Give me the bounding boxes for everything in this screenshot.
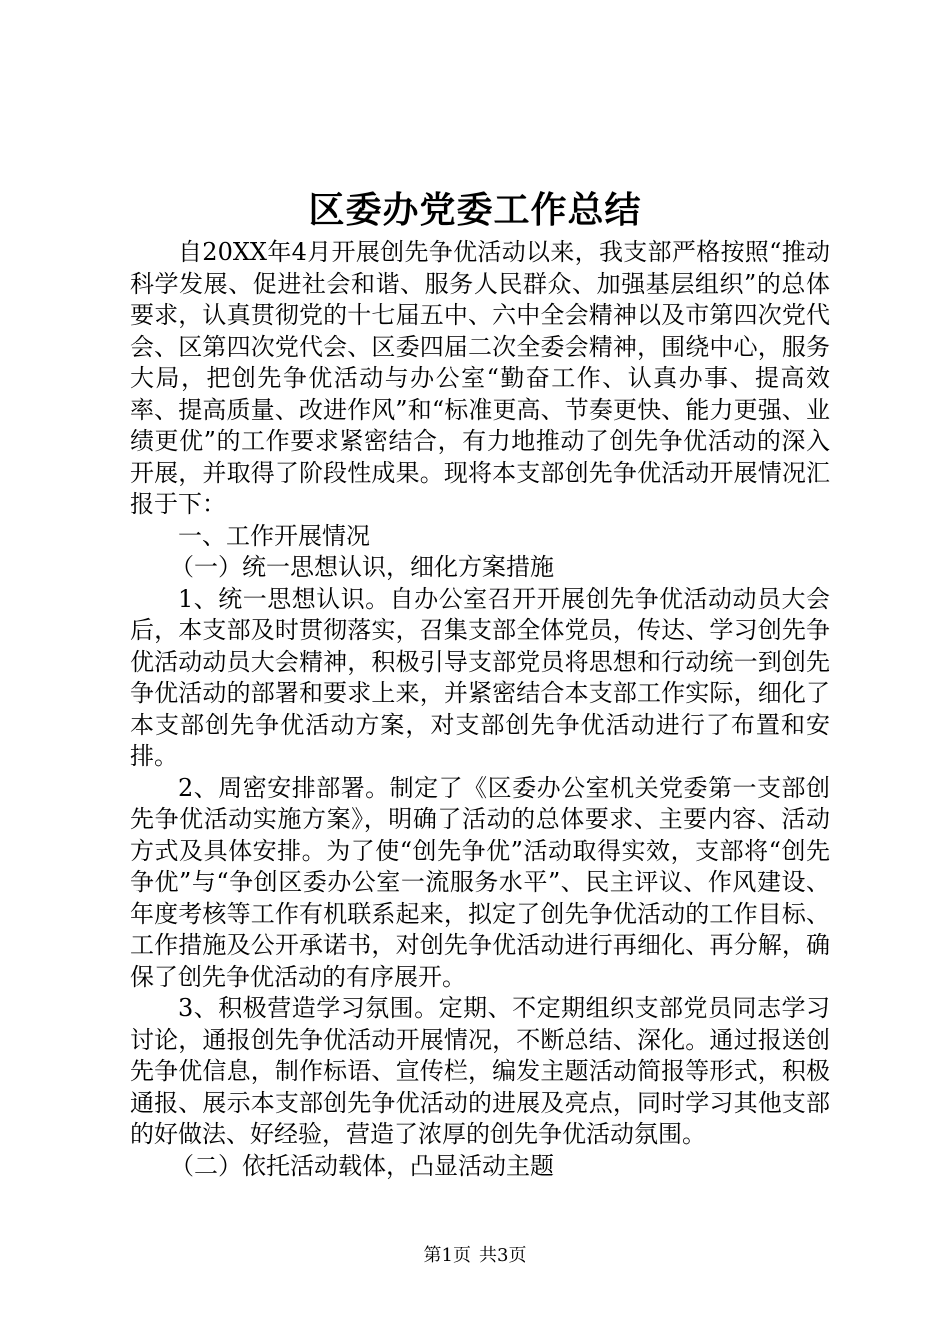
paragraph-intro: 自20XX年4月开展创先争优活动以来，我支部严格按照“推动科学发展、促进社会和谐、服务人民群众、加强基层组织”的总体要求，认真贯彻党的十七届五中、六中全会精神以及市第四次党代会、区第四次党代会、区委四届二次全委会精神，围绕中心，服务大局，把创先争优活动与办公室“勤奋工作、认真办事、提高效率、提高质量、改进作风”和“标准更高、节奏更快、能力更强、业绩更优”的工作要求紧密结合，有力地推动了创先争优活动的深入开展，并取得了阶段性成果。现将本支部创先争优活动开展情况汇报于下： bbox=[130, 238, 830, 518]
page-footer bbox=[0, 1244, 950, 1268]
page-number: 第1页 bbox=[423, 1245, 471, 1266]
page-title: 区委办党委工作总结 bbox=[308, 189, 642, 231]
subsection-heading-2: （二）依托活动载体，凸显活动主题 bbox=[170, 1151, 554, 1180]
subsection-heading: （一）统一思想认识，细化方案措施 bbox=[170, 553, 554, 581]
paragraph-item-3: 3、积极营造学习氛围。定期、不定期组织支部党员同志学习讨论，通报创先争优活动开展情况，不断总结、深化。通过报送创先争优信息，制作标语、宣传栏，编发主题活动简报等形式，积极通报、展示本支部创先争优活动的进展及亮点，同时学习其他支部的好做法、好经验，营造了浓厚的创先争优活动氛围。 bbox=[130, 994, 830, 1148]
paragraph-item-2: 2、周密安排部署。制定了《区委办公室机关党委第一支部创先争优活动实施方案》，明确了活动的总体要求、主要内容、活动方式及具体安排。为了使“创先争优”活动取得实效，支部将“创先争优”与“争创区委办公室一流服务水平”、民主评议、作风建设、年度考核等工作有机联系起来，拟定了创先争优活动的工作目标、工作措施及公开承诺书，对创先争优活动进行再细化、再分解，确保了创先争优活动的有序展开。 bbox=[130, 773, 830, 991]
page-total: 共3页 bbox=[479, 1245, 527, 1266]
section-heading: 一、工作开展情况 bbox=[178, 521, 370, 550]
paragraph-item-1: 1、统一思想认识。自办公室召开开展创先争优活动动员大会后，本支部及时贯彻落实，召集支部全体党员，传达、学习创先争优活动动员大会精神，积极引导支部党员将思想和行动统一到创先争优活动的部署和要求上来，并紧密结合本支部工作实际，细化了本支部创先争优活动方案，对支部创先争优活动进行了布置和安排。 bbox=[130, 584, 830, 770]
document-body bbox=[130, 237, 830, 1182]
